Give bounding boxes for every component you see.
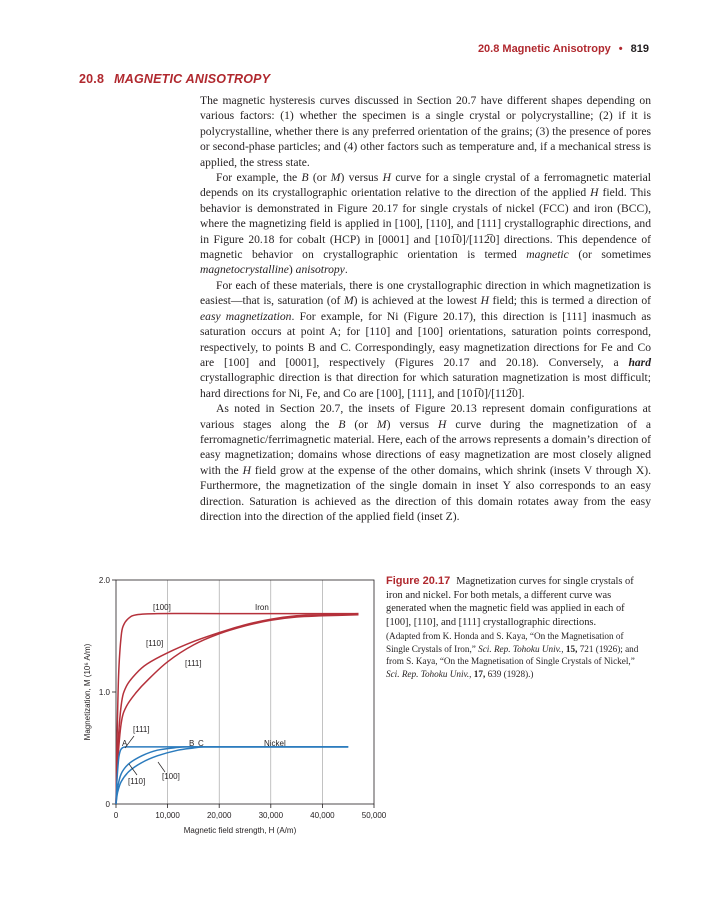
- x-tick-label: 20,000: [206, 811, 232, 820]
- running-head: [478, 43, 649, 55]
- annot-iron-110: [110]: [146, 639, 164, 648]
- annot-nickel-110: [110]: [128, 777, 146, 786]
- running-head-separator: •: [618, 43, 623, 55]
- paragraph-1: The magnetic hysteresis curves discussed in Section 20.7 have different shapes depending on various factors: (1) whether the specimen is a single crystal or polycrystalline; (2) if it is polycrystalline, whether there is any preferred orientation of the grains; (3) the presence of pores or second-phase particles; and (4) other factors such as temperature and, if a mechanical stress is applied, the stress state.: [200, 94, 651, 169]
- annot-nickel: Nickel: [264, 739, 286, 748]
- annot-iron-100: [100]: [153, 603, 171, 612]
- paragraph-2: For example, the B (or M) versus H curve for a single crystal of a ferromagnetic material depends on its crystallographic orientation relative to the direction of the applied H field. This behavior is demonstrated in Figure 20.17 for single crystals of nickel (FCC) and iron (BCC), where the magnetizing field is applied in [100], [110], and [111] crystallographic directions, and in Figure 20.18 for cobalt (HCP) in [0001] and [101̅0]/[112̅0] directions. This dependence of magnetic behavior on crystallographic orientation is termed magnetic (or sometimes magnetocrystalline) anisotropy.: [200, 171, 651, 277]
- curve-nickel-111: [116, 747, 348, 804]
- annot-leader-100: [158, 762, 165, 772]
- annot-iron-111: [111]: [185, 659, 202, 668]
- annot-nickel-100: [100]: [162, 772, 180, 781]
- x-tick-label: 50,000: [361, 811, 387, 820]
- y-tick-label: 1.0: [98, 688, 110, 697]
- section-title-text: MAGNETIC ANISOTROPY: [114, 72, 271, 86]
- magnetization-chart: [78, 572, 387, 842]
- annot-point-a: A: [122, 739, 128, 748]
- caption-main: [386, 575, 648, 629]
- paragraph-4: As noted in Section 20.7, the insets of Figure 20.13 represent domain configurations at various stages along the B (or M) versus H curve during the magnetization of a ferromagnetic/ferrimagnetic material. Here, each of the arrows represents a domain’s direction of easy magnetization; domains whose directions of easy magnetization are most closely aligned with the H field grow at the expense of the other domains, which shrink (insets V through X). Furthermore, the magnetization of the single domain in inset Y also corresponds to an easy direction. Saturation is achieved as the direction of this domain rotates away from the easy direction into the direction of the applied field (inset Z).: [200, 402, 651, 523]
- x-tick-label: 40,000: [310, 811, 335, 820]
- y-axis-label: Magnetization, M (10⁶ A/m): [83, 643, 92, 741]
- paragraph-3: For each of these materials, there is one crystallographic direction in which magnetization is easiest—that is, saturation (of M) is achieved at the lowest H field; this is termed a direction of easy magnetization. For example, for Ni (Figure 20.17), this direction is [111] inasmuch as saturation occurs at point A; for [110] and [100] orientations, saturation points correspond, respectively, to points B and C. Correspondingly, easy magnetization directions for Fe and Co are [100] and [0001], respectively (Figures 20.17 and 20.18). Conversely, a hard crystallographic direction is that direction for which saturation magnetization is most difficult; hard directions for Ni, Fe, and Co are [100], [111], and [101̅0]/[112̅0].: [200, 278, 651, 400]
- x-axis-label: Magnetic field strength, H (A/m): [183, 826, 297, 835]
- x-tick-label: 30,000: [258, 811, 284, 820]
- caption-text: Magnetization curves for single crystals of iron and nickel. For both metals, a different curve was generated when the magnetic field was applied in each of [100], [110], and [111] crystallographic directions.: [386, 576, 634, 628]
- y-tick-label: 0: [105, 800, 110, 809]
- figure-caption: [386, 575, 648, 680]
- caption-source: (Adapted from K. Honda and S. Kaya, “On the Magnetisation of Single Crystals of Iron,” Sci. Rep. Tohoku Univ., 15, 721 (1926); and from S. Kaya, “On the Magnetisation of Single Crystals of Nickel,” Sci. Rep. Tohoku Univ., 17, 639 (1928).): [386, 631, 639, 679]
- annot-point-c: C: [198, 739, 204, 748]
- x-tick-label: 10,000: [155, 811, 180, 820]
- x-tick-label: 0: [113, 811, 119, 820]
- annot-nickel-111: [111]: [133, 725, 150, 734]
- running-head-section: 20.8 Magnetic Anisotropy: [477, 43, 611, 55]
- section-title: [79, 72, 270, 86]
- annot-iron: Iron: [255, 603, 269, 612]
- figure-label: Figure 20.17: [386, 575, 451, 587]
- y-tick-label: 2.0: [98, 576, 110, 585]
- section-number: 20.8: [79, 72, 105, 86]
- page-number: 819: [630, 43, 649, 55]
- body-text: [200, 93, 651, 524]
- curve-nickel-110: [116, 747, 348, 804]
- annot-point-b: B: [189, 739, 195, 748]
- curve-nickel-100: [116, 747, 348, 804]
